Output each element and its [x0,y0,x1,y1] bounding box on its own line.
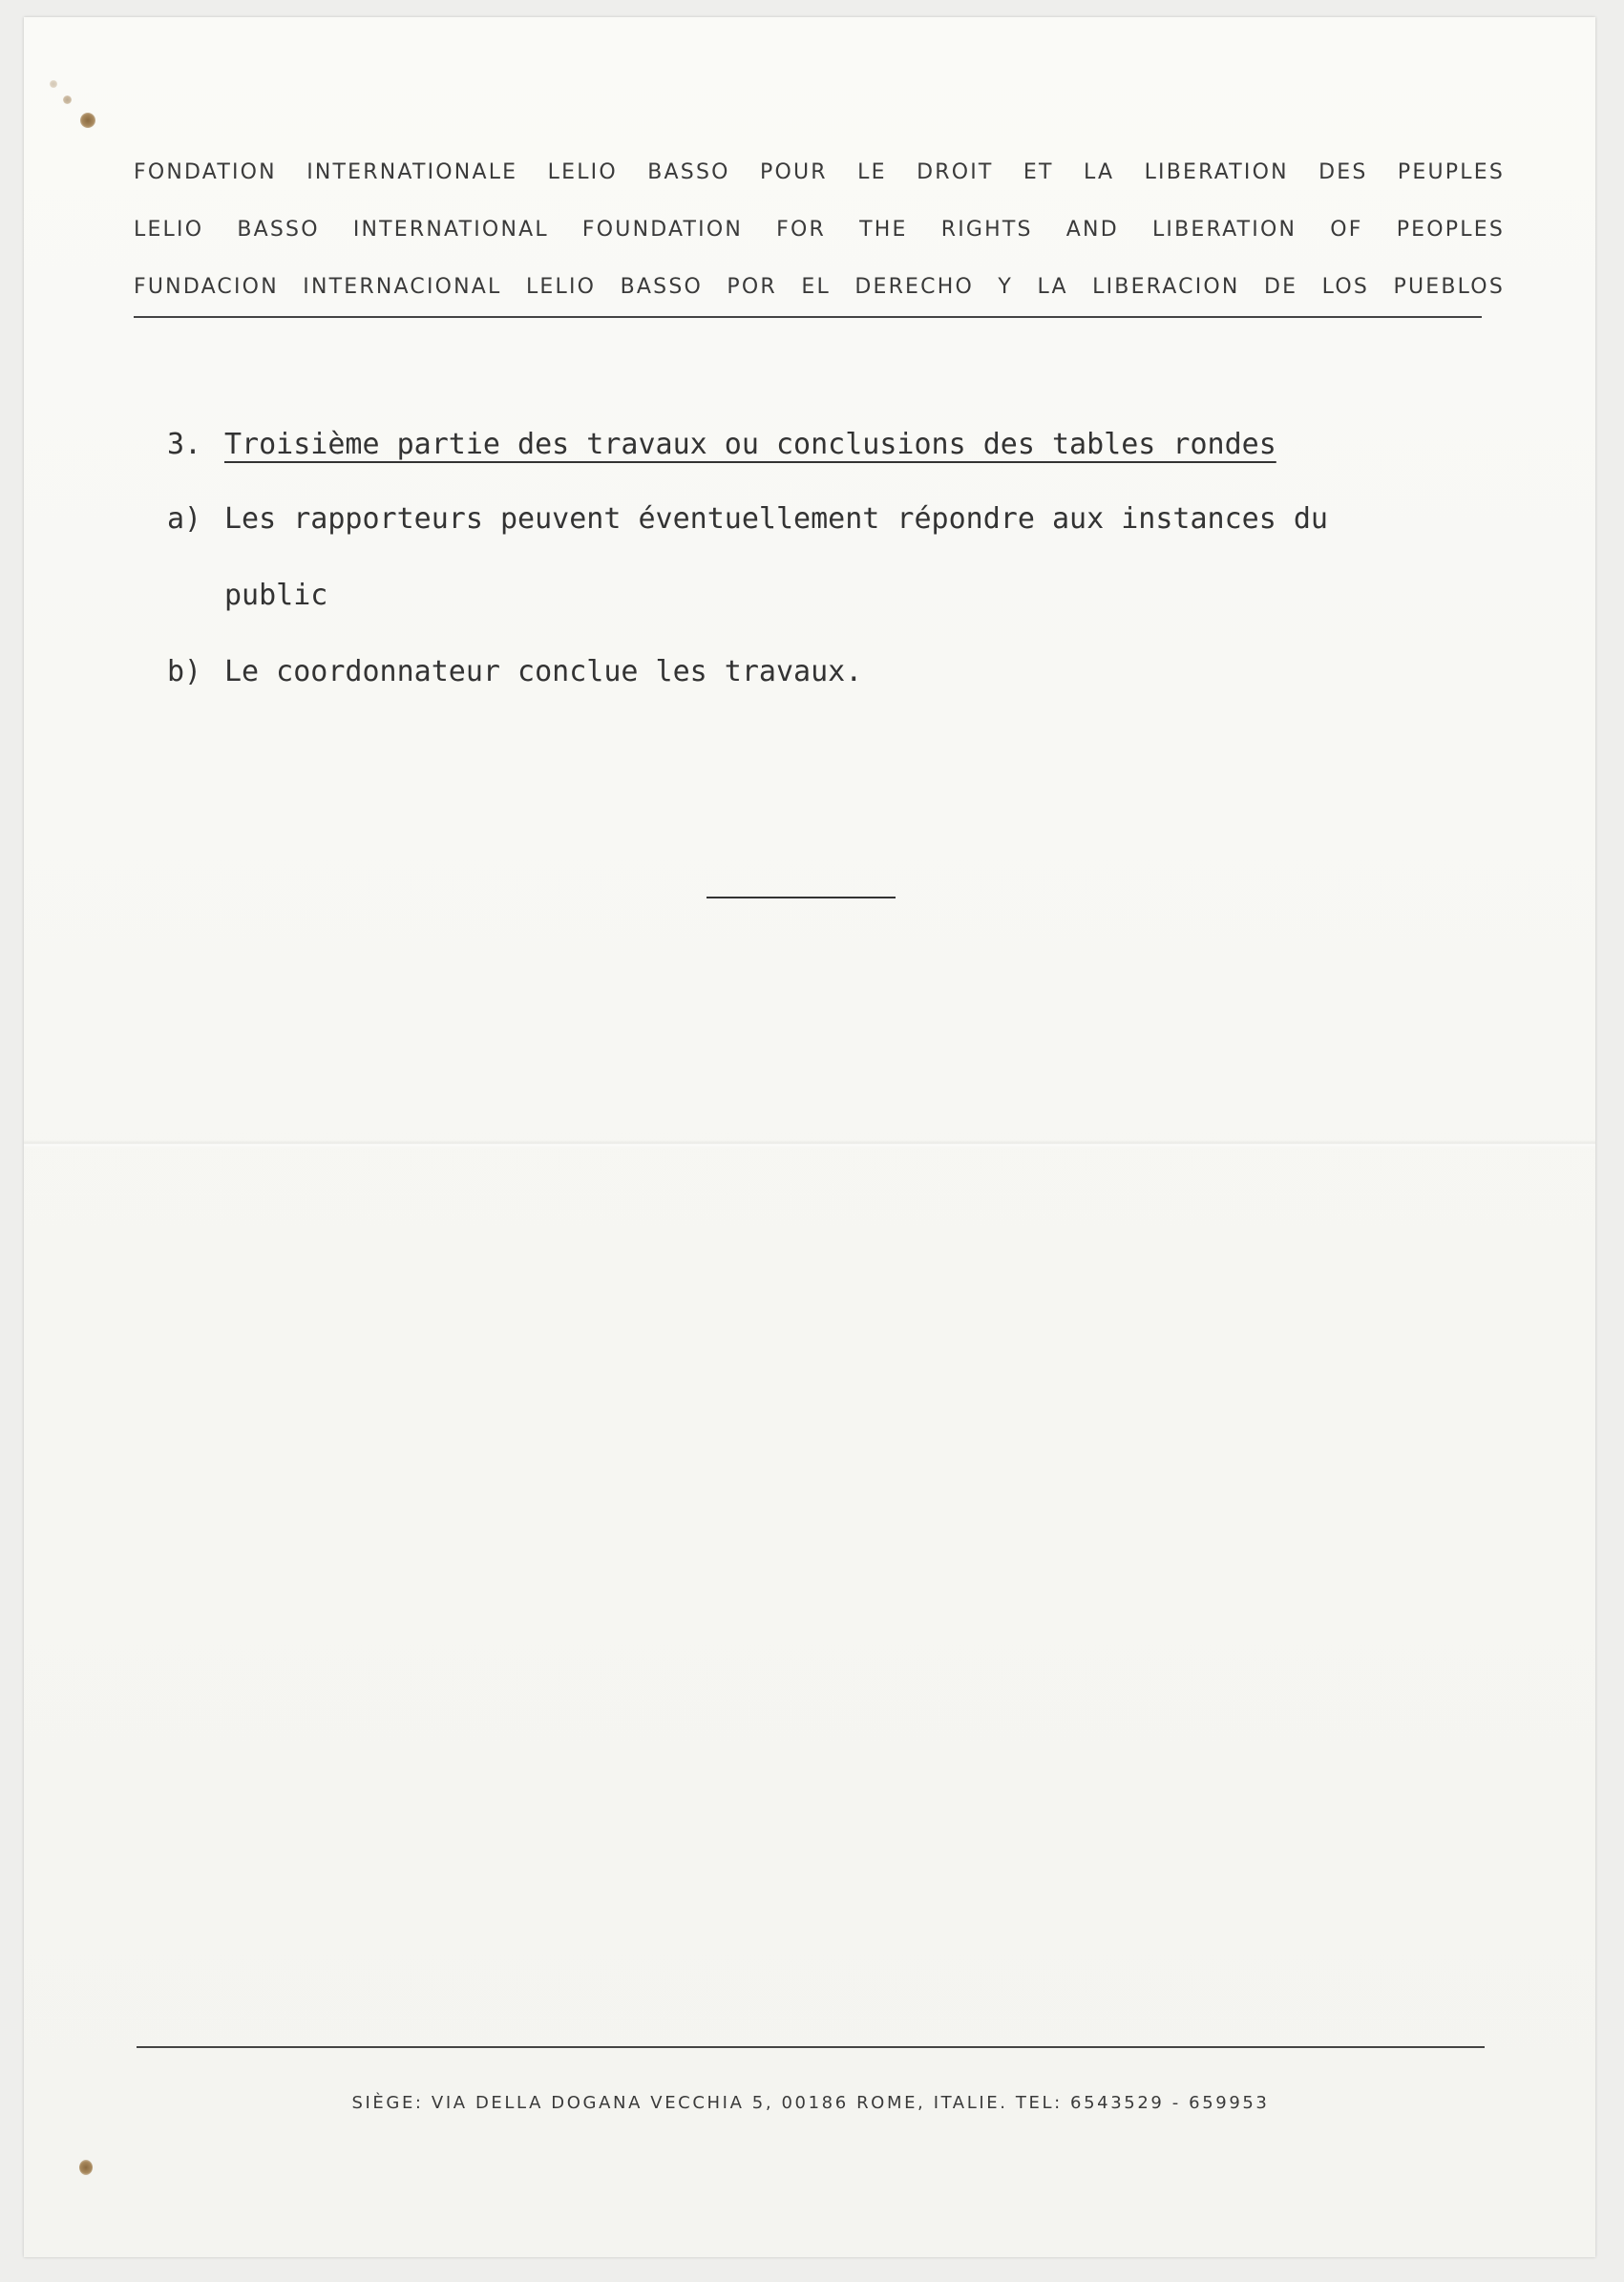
letterhead-line-french: FONDATION INTERNATIONALE LELIO BASSO POUR LE DROIT ET LA LIBERATION DES PEUPLES [134,160,1505,184]
footer-address: SIÈGE: VIA DELLA DOGANA VECCHIA 5, 00186 ROME, ITALIE. TEL: 6543529 - 659953 [351,2093,1270,2113]
list-marker-a: a) [167,502,202,536]
letterhead [134,153,1505,325]
paper-stain-bottom [79,2160,93,2175]
footer-rule [137,2046,1485,2048]
list-item-b-text: Le coordonnateur conclue les travaux. [224,655,863,688]
document-body [167,428,1466,688]
letterhead-line-spanish: FUNDACION INTERNACIONAL LELIO BASSO POR EL DERECHO Y LA LIBERACION DE LOS PUEBLOS [134,275,1505,299]
section-title: Troisième partie des travaux ou conclusions des tables rondes [224,428,1276,461]
paper-stain-top-tiny [50,80,57,88]
list-item-a [167,502,1466,579]
letterhead-rule [134,316,1482,318]
list-marker-b: b) [167,655,202,688]
letterhead-line-english: LELIO BASSO INTERNATIONAL FOUNDATION FOR THE RIGHTS AND LIBERATION OF PEOPLES [134,218,1505,242]
section-heading [167,428,1466,502]
section-number: 3. [167,428,202,461]
paper-sheet [24,17,1595,2257]
list-item-a-text-cont: public [224,579,328,612]
paper-fold [24,1140,1595,1148]
list-item-a-text: Les rapporteurs peuvent éventuellement répondre aux instances du [224,502,1328,536]
closing-rule [707,897,896,898]
paper-stain-top [80,113,95,128]
list-item-b [167,655,1466,688]
list-item-a-continuation [167,579,1466,655]
paper-stain-top-small [63,95,72,104]
